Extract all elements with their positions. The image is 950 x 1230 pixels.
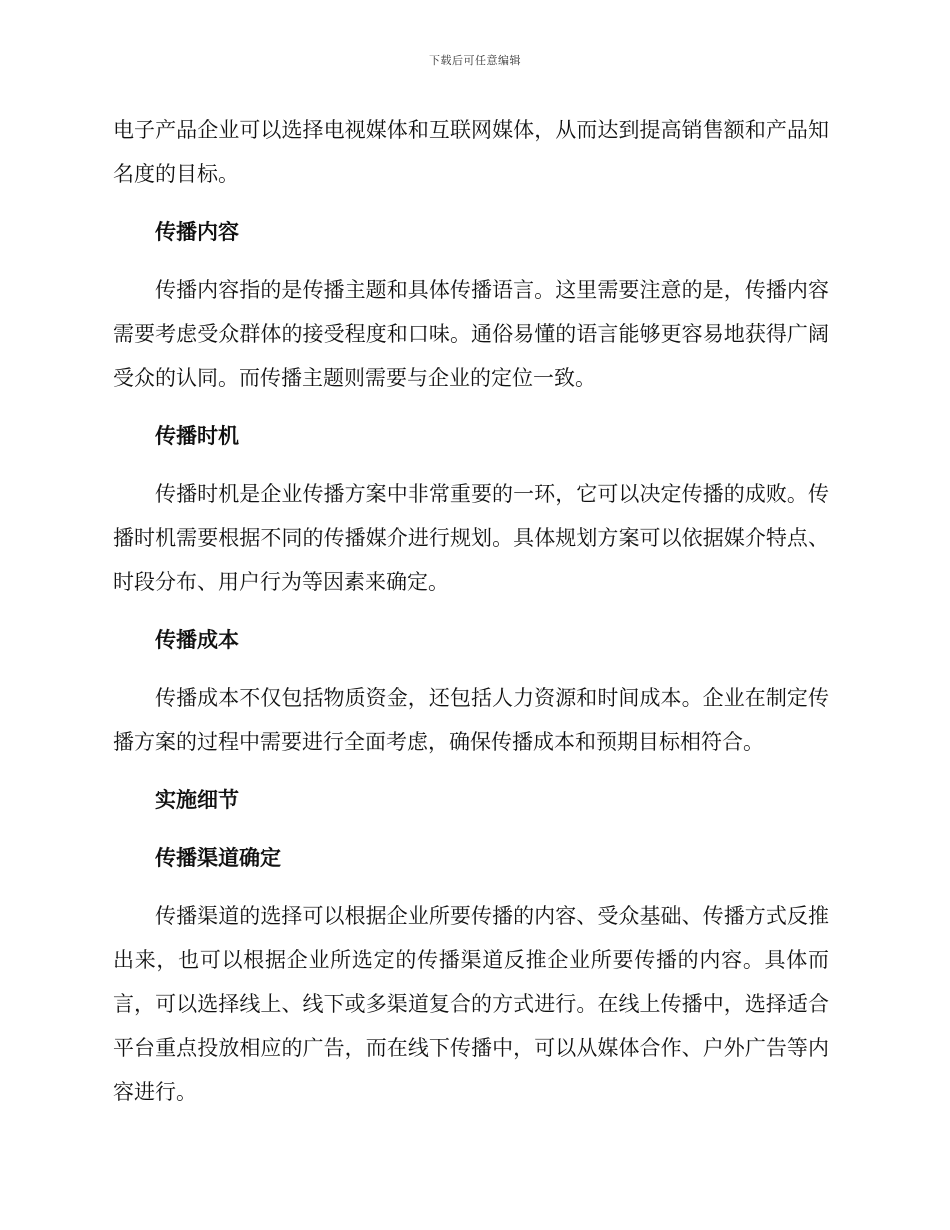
paragraph-intro: 电子产品企业可以选择电视媒体和互联网媒体，从而达到提高销售额和产品知名度的目标。	[113, 118, 829, 186]
heading-implementation: 实施细节	[155, 788, 239, 812]
heading-channel: 传播渠道确定	[155, 846, 281, 870]
document-body	[113, 108, 829, 1114]
paragraph-channel: 传播渠道的选择可以根据企业所要传播的内容、受众基础、传播方式反推出来，也可以根据企业所选定的传播渠道反推企业所要传播的内容。具体而言，可以选择线上、线下或多渠道复合的方式进行。在线上传播中，选择适合平台重点投放相应的广告，而在线下传播中，可以从媒体合作、户外广告等内容进行。	[113, 904, 829, 1104]
page-header: 下载后可任意编辑	[429, 54, 521, 67]
paragraph-cost: 传播成本不仅包括物质资金，还包括人力资源和时间成本。企业在制定传播方案的过程中需要进行全面考虑，确保传播成本和预期目标相符合。	[113, 686, 829, 754]
heading-timing: 传播时机	[155, 424, 239, 448]
heading-cost: 传播成本	[155, 628, 239, 652]
heading-content: 传播内容	[155, 220, 239, 244]
paragraph-content: 传播内容指的是传播主题和具体传播语言。这里需要注意的是，传播内容需要考虑受众群体的接受程度和口味。通俗易懂的语言能够更容易地获得广阔受众的认同。而传播主题则需要与企业的定位一致。	[113, 278, 829, 390]
paragraph-timing: 传播时机是企业传播方案中非常重要的一环，它可以决定传播的成败。传播时机需要根据不同的传播媒介进行规划。具体规划方案可以依据媒介特点、时段分布、用户行为等因素来确定。	[113, 482, 829, 594]
